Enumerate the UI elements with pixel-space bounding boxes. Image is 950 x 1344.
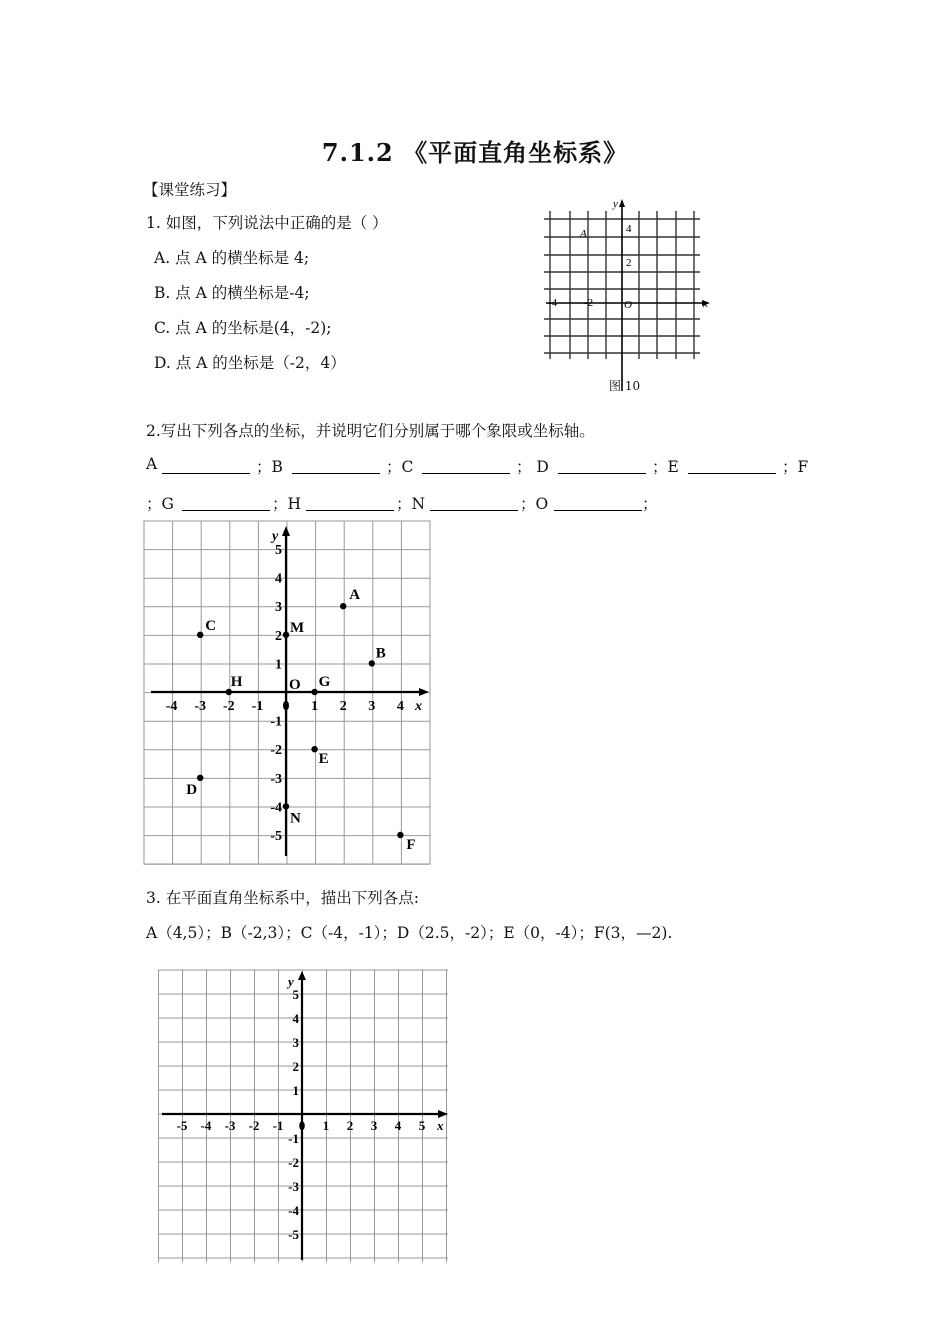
q2-x-tick-label: -3 bbox=[194, 699, 207, 714]
q2-point-label: O bbox=[289, 677, 301, 693]
q3-x-tick-label: -4 bbox=[200, 1118, 212, 1133]
q3-x-tick-label: 2 bbox=[346, 1118, 354, 1133]
q2-label-b: ；B bbox=[256, 458, 283, 476]
q1-origin-label: O bbox=[624, 299, 632, 311]
q3-y-tick-label: 2 bbox=[292, 1059, 299, 1074]
q2-y-tick-label: -2 bbox=[270, 743, 282, 759]
q2-x-tick-label: -2 bbox=[222, 699, 235, 714]
q1-y-tick: 4 bbox=[626, 223, 632, 235]
q3-y-label: y bbox=[288, 974, 294, 989]
q3-y-tick-label: -5 bbox=[288, 1227, 299, 1242]
q1-y-label: y bbox=[613, 198, 618, 210]
q2-point-a bbox=[340, 603, 346, 609]
q3-x-tick-label: 0 bbox=[298, 1118, 306, 1133]
q3-y-tick-label: 1 bbox=[292, 1083, 299, 1098]
q2-point-label: E bbox=[318, 751, 329, 768]
q2-x-label: x bbox=[415, 699, 422, 714]
q1-option-a: A. 点 A 的横坐标是 4; bbox=[154, 249, 310, 267]
q2-answer-line-1 bbox=[146, 455, 826, 479]
q3-y-arrow bbox=[298, 971, 306, 980]
q3-x-tick-label: 3 bbox=[370, 1118, 378, 1133]
q2-y-tick-label: -4 bbox=[270, 800, 282, 816]
q2-stem: 2.写出下列各点的坐标，并说明它们分别属于哪个象限或坐标轴。 bbox=[146, 422, 595, 440]
q2-y-tick-label: 4 bbox=[275, 571, 282, 587]
q3-x-label: x bbox=[437, 1118, 444, 1133]
q3-x-tick-label: 1 bbox=[322, 1118, 330, 1133]
q2-label-f: ；F bbox=[782, 458, 809, 476]
q2-point-label: F bbox=[406, 837, 416, 853]
q2-label-e: ；E bbox=[652, 458, 679, 476]
q2-y-tick-label: 3 bbox=[275, 600, 282, 616]
q2-x-tick-label: 4 bbox=[396, 699, 404, 714]
answer-blank[interactable] bbox=[422, 473, 510, 474]
q3-figure[interactable] bbox=[158, 968, 450, 1264]
q2-point-g bbox=[311, 689, 317, 695]
q2-x-tick-label: 3 bbox=[368, 699, 376, 714]
q2-point-label: N bbox=[290, 810, 301, 827]
q2-point-label: C bbox=[205, 617, 217, 634]
q2-y-tick-label: -5 bbox=[270, 829, 282, 844]
q3-axes bbox=[162, 971, 448, 1260]
q3-x-tick-label: 4 bbox=[394, 1118, 402, 1133]
q1-option-d: D. 点 A 的坐标是（-2，4） bbox=[154, 354, 346, 372]
q2-point-c bbox=[197, 632, 203, 638]
q2-point-label: B bbox=[375, 645, 386, 662]
q1-y-arrow bbox=[619, 199, 625, 207]
q2-points bbox=[186, 587, 415, 853]
q1-x-tick: -4 bbox=[548, 297, 558, 309]
q1-y-tick: 2 bbox=[626, 257, 632, 269]
answer-blank[interactable] bbox=[292, 473, 380, 474]
q2-point-d bbox=[197, 775, 203, 781]
q3-x-tick-label: 5 bbox=[418, 1118, 426, 1133]
q2-point-label: H bbox=[230, 674, 243, 690]
q2-point-m bbox=[283, 632, 289, 638]
q2-point-label: G bbox=[318, 674, 331, 690]
q2-y-tick-label: 2 bbox=[275, 628, 282, 644]
q2-point-b bbox=[369, 660, 375, 666]
q2-point-label: A bbox=[349, 587, 361, 604]
q2-point-f bbox=[397, 832, 403, 838]
page-title: 7.1.2 《平面直角坐标系》 bbox=[321, 138, 629, 167]
q2-label-g: ；G bbox=[146, 495, 174, 513]
q2-x-tick-label: 0 bbox=[282, 699, 290, 714]
answer-blank[interactable] bbox=[162, 473, 250, 474]
answer-blank[interactable] bbox=[554, 510, 642, 511]
q2-answer-line-2 bbox=[146, 492, 826, 516]
q2-label-h: ；H bbox=[272, 495, 302, 513]
q1-x-label: x bbox=[703, 298, 708, 310]
q2-x-arrow bbox=[419, 688, 429, 696]
q2-end-punct: ； bbox=[642, 495, 658, 513]
q3-stem: 3. 在平面直角坐标系中，描出下列各点: bbox=[146, 889, 419, 907]
answer-blank[interactable] bbox=[182, 510, 270, 511]
answer-blank[interactable] bbox=[430, 510, 518, 511]
q3-y-tick-label: 5 bbox=[292, 987, 299, 1002]
q1-point-label: A bbox=[580, 228, 587, 240]
q1-x-tick: -2 bbox=[584, 297, 594, 309]
q2-y-tick-label: 1 bbox=[275, 657, 282, 673]
q2-point-label: D bbox=[186, 781, 198, 798]
q2-x-tick-label: -4 bbox=[165, 699, 178, 714]
q2-y-label: y bbox=[272, 529, 279, 544]
answer-blank[interactable] bbox=[558, 473, 646, 474]
q3-x-tick-label: -3 bbox=[224, 1118, 236, 1133]
q2-y-tick-label: 5 bbox=[275, 543, 282, 558]
q2-y-tick-label: -3 bbox=[270, 771, 282, 787]
q2-point-n bbox=[283, 803, 289, 809]
q3-y-tick-label: -1 bbox=[288, 1131, 299, 1146]
q2-x-tick-label: 2 bbox=[339, 699, 347, 714]
q2-label-c: ；C bbox=[386, 458, 414, 476]
q2-label-n: ；N bbox=[396, 495, 426, 513]
q3-points-text: A（4,5）；B（-2,3）；C（-4，-1）；D（2.5，-2）；E（0，-4）；F(3，—2). bbox=[146, 924, 673, 942]
q2-point-label: M bbox=[290, 619, 305, 636]
q1-figure-caption: 图 10 bbox=[609, 379, 641, 393]
answer-blank[interactable] bbox=[306, 510, 394, 511]
q2-point-e bbox=[311, 746, 317, 752]
answer-blank[interactable] bbox=[688, 473, 776, 474]
q2-x-tick-label: 1 bbox=[311, 699, 319, 714]
q1-stem: 1. 如图，下列说法中正确的是（ ） bbox=[146, 214, 388, 232]
q3-y-tick-label: 3 bbox=[292, 1035, 299, 1050]
q3-x-tick-label: -1 bbox=[272, 1118, 284, 1133]
q3-y-tick-label: 4 bbox=[292, 1011, 299, 1026]
q2-x-tick-label: -1 bbox=[251, 699, 264, 714]
q2-figure bbox=[143, 520, 433, 866]
q2-label-o: ；O bbox=[520, 495, 549, 513]
q1-option-c: C. 点 A 的坐标是(4，-2); bbox=[154, 319, 332, 337]
q3-y-tick-label: -2 bbox=[288, 1155, 299, 1170]
q3-y-tick-label: -3 bbox=[288, 1179, 299, 1194]
q1-option-b: B. 点 A 的横坐标是-4; bbox=[154, 284, 310, 302]
q2-y-tick-label: -1 bbox=[270, 714, 282, 730]
q3-x-tick-label: -5 bbox=[176, 1118, 188, 1133]
section-heading: 【课堂练习】 bbox=[143, 181, 237, 199]
q2-label-a: A bbox=[146, 455, 158, 473]
q3-x-tick-label: -2 bbox=[248, 1118, 260, 1133]
q2-label-d: ； D bbox=[516, 458, 549, 476]
q3-y-tick-label: -4 bbox=[288, 1203, 299, 1218]
q1-figure bbox=[540, 195, 720, 395]
q2-y-arrow bbox=[282, 526, 290, 536]
